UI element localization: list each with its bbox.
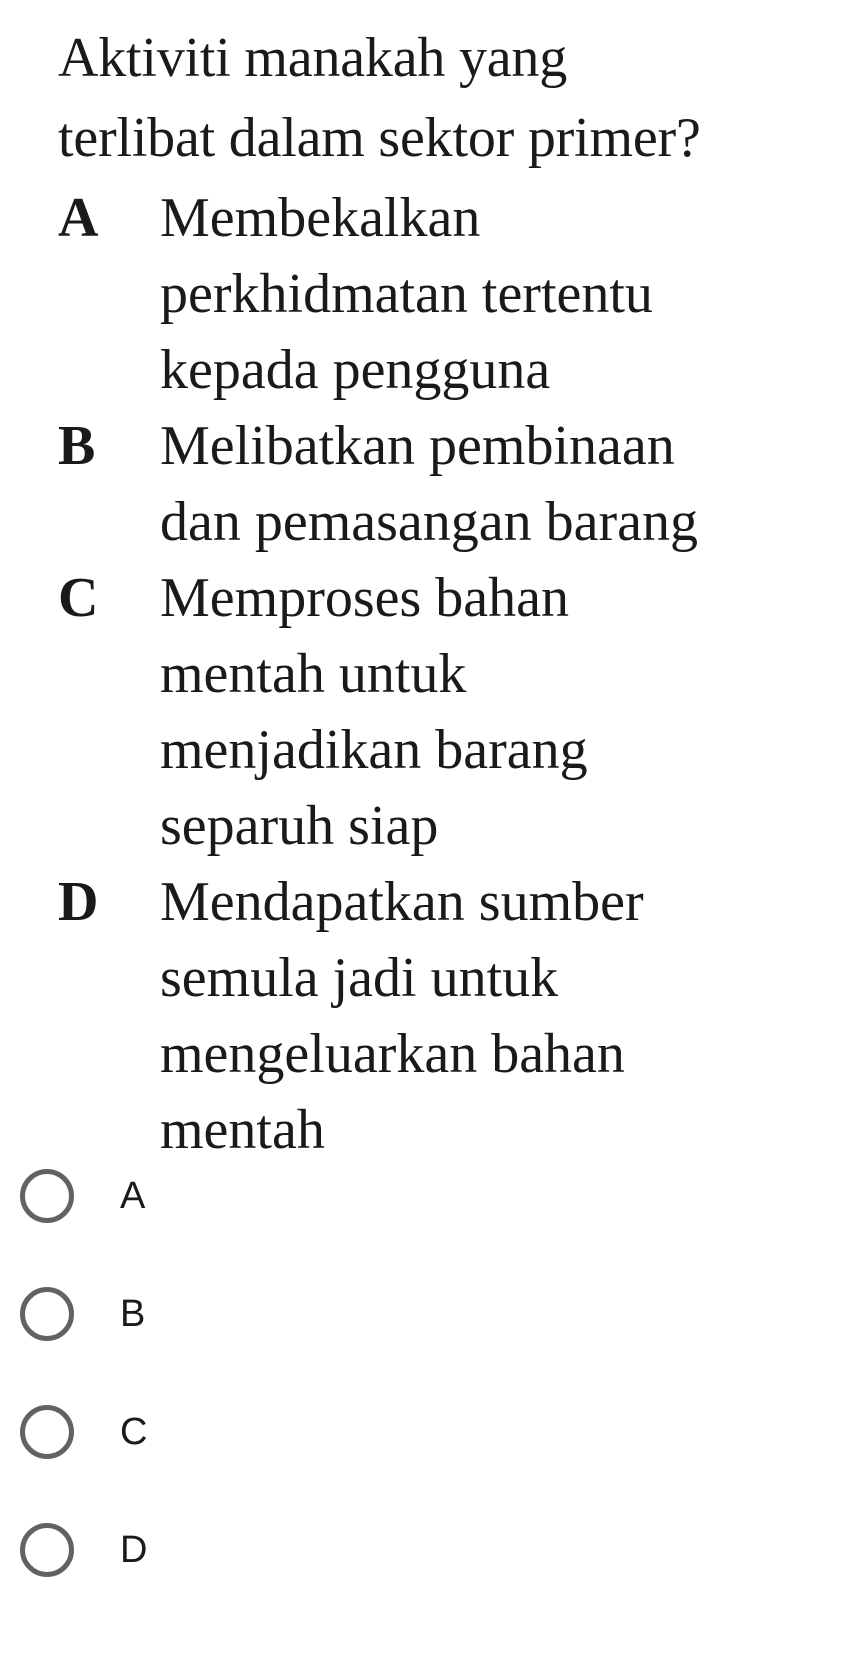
choice-text	[160, 180, 820, 408]
choice-letter: B	[58, 415, 96, 477]
choice-line: dan pemasangan barang	[160, 491, 698, 553]
choice-letter: D	[58, 871, 99, 933]
choice-letter: A	[58, 187, 99, 249]
choice-line: Membekalkan	[160, 187, 481, 249]
choice-line: separuh siap	[160, 795, 439, 857]
choice-line: Melibatkan pembinaan	[160, 415, 675, 477]
choice-text	[160, 408, 820, 560]
answer-label-c[interactable]: C	[120, 1410, 148, 1453]
choice-a	[58, 180, 843, 408]
question-text	[58, 18, 843, 178]
choice-line: mentah untuk	[160, 643, 467, 705]
choice-b	[58, 408, 843, 560]
answer-label-a[interactable]: A	[120, 1174, 146, 1217]
choice-text	[160, 560, 820, 864]
answer-radio-group	[20, 1174, 820, 1667]
choice-line: kepada pengguna	[160, 339, 551, 401]
choice-line: Memproses bahan	[160, 567, 570, 629]
question-image	[58, 18, 843, 1168]
choice-line: perkhidmatan tertentu	[160, 263, 653, 325]
radio-button-b[interactable]	[20, 1287, 74, 1341]
choice-d	[58, 864, 843, 1168]
choice-letter: C	[58, 567, 99, 629]
choice-c	[58, 560, 843, 864]
answer-option-d[interactable]	[20, 1528, 820, 1667]
radio-button-c[interactable]	[20, 1405, 74, 1459]
radio-button-d[interactable]	[20, 1523, 74, 1577]
answer-label-d[interactable]: D	[120, 1528, 148, 1571]
choice-line: Mendapatkan sumber	[160, 871, 644, 933]
choice-line: mengeluarkan bahan	[160, 1023, 625, 1085]
choice-text	[160, 864, 820, 1168]
radio-button-a[interactable]	[20, 1169, 74, 1223]
question-line: terlibat dalam sektor primer?	[58, 107, 701, 169]
choice-line: semula jadi untuk	[160, 947, 559, 1009]
question-line: Aktiviti manakah yang	[58, 27, 568, 89]
choice-line: menjadikan barang	[160, 719, 588, 781]
choice-line: mentah	[160, 1099, 325, 1161]
answer-label-b[interactable]: B	[120, 1292, 146, 1335]
